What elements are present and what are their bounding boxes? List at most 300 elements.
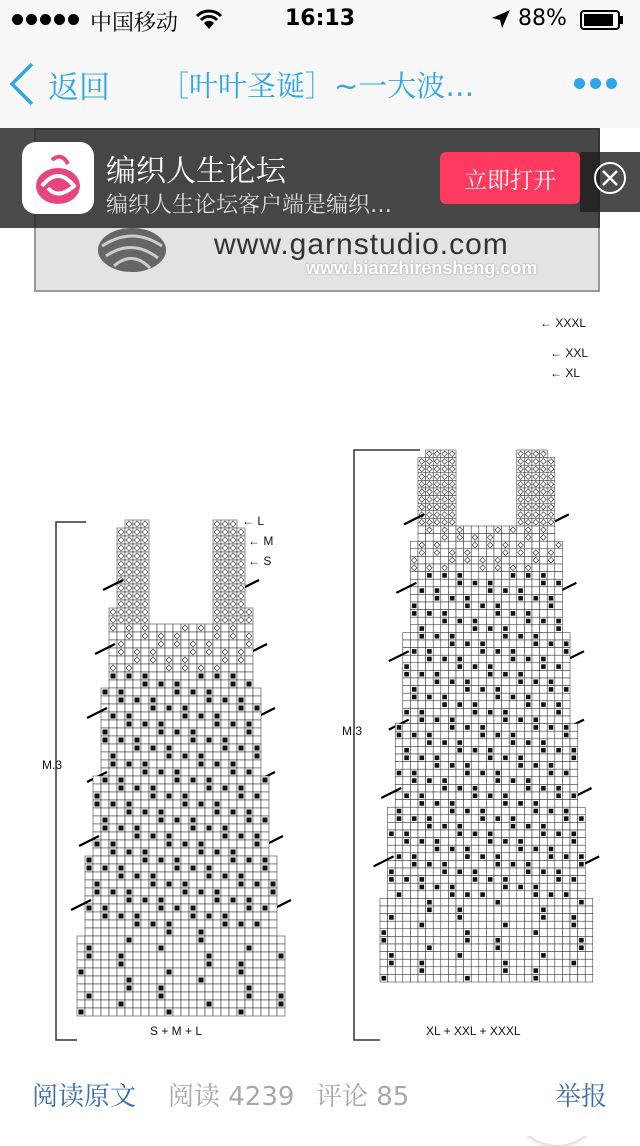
chart-cell	[547, 693, 555, 701]
chart-cell	[464, 731, 472, 739]
chart-cell	[403, 724, 411, 732]
chart-cell	[418, 853, 426, 861]
chart-cell	[117, 728, 125, 736]
chart-cell	[117, 888, 125, 896]
chart-filled-stitch	[541, 870, 546, 875]
chart-cell	[245, 696, 253, 704]
chart-cell	[181, 968, 189, 976]
chart-cell	[93, 1008, 101, 1016]
chart-filled-stitch	[549, 809, 554, 814]
chart-cell	[502, 929, 510, 937]
chart-cell	[555, 936, 563, 944]
chart-cell	[205, 944, 213, 952]
chart-cell	[494, 800, 502, 808]
chart-cell	[77, 984, 85, 992]
chart-cell	[464, 526, 472, 534]
chart-cell	[418, 762, 426, 770]
chart-cell	[101, 992, 109, 1000]
chart-cell	[479, 792, 487, 800]
chart-cell	[181, 744, 189, 752]
chart-cell	[524, 883, 532, 891]
chart-filled-stitch	[442, 824, 447, 829]
chart-cell	[540, 838, 548, 846]
read-original-link[interactable]: 阅读原文	[32, 1082, 137, 1112]
chart-cell	[540, 777, 548, 785]
chart-cell	[540, 731, 548, 739]
chart-filled-stitch	[458, 619, 463, 624]
chart-cell	[471, 632, 479, 640]
chart-cell	[237, 992, 245, 1000]
chart-cell	[125, 904, 133, 912]
chart-cell	[433, 640, 441, 648]
chart-filled-stitch	[511, 740, 516, 745]
chart-cell	[197, 808, 205, 816]
chart-cell	[117, 808, 125, 816]
chart-cell	[555, 648, 563, 656]
chart-cell	[109, 824, 117, 832]
chart-cell	[101, 784, 109, 792]
chart-filled-stitch	[215, 762, 220, 767]
chart-filled-stitch	[95, 794, 100, 799]
chart-cell	[532, 746, 540, 754]
comment-count[interactable]: 评论 85	[316, 1082, 410, 1112]
chart-cell	[141, 1008, 149, 1016]
chart-cell	[456, 936, 464, 944]
chart-cell	[486, 526, 494, 534]
app-logo-icon	[22, 142, 94, 214]
chart-cell	[165, 688, 173, 696]
chart-filled-stitch	[427, 733, 432, 738]
chart-cell	[213, 640, 221, 648]
chart-cell	[502, 944, 510, 952]
chart-cell	[418, 564, 426, 572]
chart-cell	[403, 640, 411, 648]
chart-cell	[125, 864, 133, 872]
chart-cell	[181, 768, 189, 776]
report-link[interactable]: 举报	[555, 1082, 608, 1112]
chart-cell	[117, 920, 125, 928]
chart-cell	[101, 880, 109, 888]
chart-cell	[125, 728, 133, 736]
chart-cell	[456, 693, 464, 701]
chart-cell	[125, 784, 133, 792]
chart-cell	[149, 904, 157, 912]
chart-cell	[93, 968, 101, 976]
chart-cell	[433, 556, 441, 564]
chart-cell	[181, 904, 189, 912]
chart-cell	[109, 736, 117, 744]
chart-cell	[149, 712, 157, 720]
chart-filled-stitch	[572, 794, 577, 799]
chart-filled-stitch	[420, 588, 425, 593]
chart-cell	[441, 959, 449, 967]
chart-cell	[517, 944, 525, 952]
chart-cell	[532, 564, 540, 572]
chart-cell	[486, 556, 494, 564]
chart-cell	[464, 868, 472, 876]
chart-cell	[189, 712, 197, 720]
chart-cell	[133, 800, 141, 808]
chart-cell	[189, 856, 197, 864]
chart-cell	[213, 936, 221, 944]
chart-cell	[532, 944, 540, 952]
chart-side-label: M.3	[342, 724, 363, 738]
chart-cell	[165, 856, 173, 864]
chart-cell	[479, 693, 487, 701]
chart-cell	[403, 906, 411, 914]
chart-cell	[101, 752, 109, 760]
chart-filled-stitch	[450, 809, 455, 814]
chart-cell	[532, 898, 540, 906]
chart-cell	[441, 853, 449, 861]
chart-cell	[555, 587, 563, 595]
chart-cell	[237, 936, 245, 944]
back-button[interactable]: 返回	[48, 70, 110, 106]
chart-cell	[562, 868, 570, 876]
chart-cell	[101, 896, 109, 904]
chart-bottom-label: XL + XXL + XXXL	[426, 1024, 521, 1038]
chart-cell	[237, 768, 245, 776]
chart-cell	[149, 952, 157, 960]
chart-cell	[426, 556, 434, 564]
chart-filled-stitch	[427, 573, 432, 578]
chart-cell	[253, 800, 261, 808]
chart-filled-stitch	[79, 970, 84, 975]
chart-cell	[149, 688, 157, 696]
chart-cell	[555, 883, 563, 891]
chart-cell	[173, 840, 181, 848]
chart-cell	[403, 777, 411, 785]
chart-cell	[261, 800, 269, 808]
chart-cell	[418, 952, 426, 960]
chart-filled-stitch	[404, 664, 409, 669]
chart-cell	[524, 708, 532, 716]
chart-cell	[189, 960, 197, 968]
chart-filled-stitch	[435, 839, 440, 844]
chart-cell	[562, 860, 570, 868]
chart-filled-stitch	[435, 634, 440, 639]
chart-cell	[221, 768, 229, 776]
chart-cell	[395, 936, 403, 944]
chart-cell	[205, 816, 213, 824]
chart-cell	[189, 992, 197, 1000]
chart-filled-stitch	[215, 802, 220, 807]
chart-cell	[509, 876, 517, 884]
chart-cell	[221, 976, 229, 984]
chart-cell	[410, 708, 418, 716]
chart-filled-stitch	[556, 702, 561, 707]
chart-filled-stitch	[397, 725, 402, 730]
chart-cell	[141, 664, 149, 672]
chart-cell	[433, 564, 441, 572]
chart-cell	[403, 731, 411, 739]
chart-cell	[197, 816, 205, 824]
chart-cell	[141, 976, 149, 984]
chart-cell	[109, 920, 117, 928]
chart-cell	[93, 808, 101, 816]
chart-cell	[173, 848, 181, 856]
chart-cell	[229, 648, 237, 656]
chart-cell	[403, 853, 411, 861]
chart-filled-stitch	[503, 672, 508, 677]
more-options-icon[interactable]	[574, 78, 617, 89]
chart-filled-stitch	[151, 698, 156, 703]
chart-cell	[524, 678, 532, 686]
chart-cell	[433, 602, 441, 610]
chart-cell	[101, 832, 109, 840]
chart-cell	[277, 936, 285, 944]
chart-cell	[221, 816, 229, 824]
chart-cell	[77, 936, 85, 944]
chart-cell	[502, 853, 510, 861]
chart-filled-stitch	[503, 839, 508, 844]
chart-cell	[388, 891, 396, 899]
chart-cell	[141, 776, 149, 784]
chart-filled-stitch	[420, 710, 425, 715]
chart-cell	[189, 632, 197, 640]
chart-cell	[547, 929, 555, 937]
chart-cell	[197, 960, 205, 968]
open-app-button[interactable]: 立即打开	[440, 152, 580, 204]
chart-cell	[133, 632, 141, 640]
chart-cell	[189, 952, 197, 960]
chart-cell	[237, 664, 245, 672]
chart-cell	[441, 632, 449, 640]
chart-cell	[181, 896, 189, 904]
chart-cell	[403, 944, 411, 952]
chart-cell	[494, 746, 502, 754]
chart-cell	[524, 579, 532, 587]
chart-cell	[562, 754, 570, 762]
chart-filled-stitch	[175, 690, 180, 695]
chart-cell	[464, 754, 472, 762]
chart-cell	[524, 807, 532, 815]
chart-filled-stitch	[442, 657, 447, 662]
article-content[interactable]	[0, 128, 640, 1048]
chart-cell	[229, 752, 237, 760]
chart-cell	[109, 952, 117, 960]
chart-cell	[237, 976, 245, 984]
chart-filled-stitch	[167, 754, 172, 759]
chart-cell	[418, 807, 426, 815]
chart-cell	[509, 716, 517, 724]
chart-filled-stitch	[263, 866, 268, 871]
chart-cell	[517, 914, 525, 922]
chart-cell	[395, 876, 403, 884]
chart-cell	[448, 944, 456, 952]
chart-filled-stitch	[458, 573, 463, 578]
chart-filled-stitch	[496, 778, 501, 783]
chart-cell	[471, 936, 479, 944]
chart-cell	[410, 868, 418, 876]
chart-cell	[109, 928, 117, 936]
chart-cell	[261, 808, 269, 816]
chart-cell	[205, 624, 213, 632]
chart-cell	[486, 632, 494, 640]
chart-filled-stitch	[127, 978, 132, 983]
chart-cell	[524, 556, 532, 564]
chart-cell	[471, 952, 479, 960]
chart-cell	[509, 898, 517, 906]
chart-filled-stitch	[572, 915, 577, 920]
chart-cell	[433, 936, 441, 944]
chart-filled-stitch	[159, 810, 164, 815]
chart-cell	[494, 594, 502, 602]
chart-cell	[245, 648, 253, 656]
chart-cell	[555, 822, 563, 830]
chart-cell	[426, 936, 434, 944]
chart-filled-stitch	[564, 642, 569, 647]
chart-cell	[509, 724, 517, 732]
chart-cell	[181, 936, 189, 944]
chart-cell	[524, 800, 532, 808]
chart-cell	[433, 746, 441, 754]
chart-cell	[93, 952, 101, 960]
chart-cell	[388, 807, 396, 815]
chart-cell	[448, 974, 456, 982]
chart-filled-stitch	[450, 718, 455, 723]
chart-filled-stitch	[247, 722, 252, 727]
chart-cell	[133, 992, 141, 1000]
chart-cell	[448, 914, 456, 922]
chart-filled-stitch	[412, 687, 417, 692]
chart-cell	[532, 731, 540, 739]
chart-cell	[547, 670, 555, 678]
chart-cell	[479, 572, 487, 580]
read-count: 阅读 4239	[168, 1082, 295, 1112]
chart-cell	[117, 968, 125, 976]
chart-cell	[133, 960, 141, 968]
chart-cell	[173, 704, 181, 712]
chart-cell	[486, 815, 494, 823]
chart-cell	[502, 526, 510, 534]
chart-cell	[433, 572, 441, 580]
chart-cell	[456, 564, 464, 572]
chart-cell	[277, 1008, 285, 1016]
chart-cell	[149, 1008, 157, 1016]
chart-cell	[547, 610, 555, 618]
close-banner-icon[interactable]	[580, 152, 640, 212]
chart-filled-stitch	[127, 674, 132, 679]
chart-cell	[540, 678, 548, 686]
chart-filled-stitch	[159, 722, 164, 727]
chart-cell	[524, 746, 532, 754]
chart-cell	[245, 760, 253, 768]
chart-cell	[173, 808, 181, 816]
chart-filled-stitch	[450, 642, 455, 647]
chart-cell	[141, 1000, 149, 1008]
chart-cell	[149, 632, 157, 640]
chart-cell	[547, 701, 555, 709]
chart-cell	[165, 696, 173, 704]
chart-cell	[426, 617, 434, 625]
chart-cell	[524, 769, 532, 777]
chart-cell	[388, 936, 396, 944]
chart-cell	[197, 728, 205, 736]
chart-cell	[133, 896, 141, 904]
chart-cell	[456, 541, 464, 549]
chart-cell	[245, 832, 253, 840]
chart-cell	[555, 572, 563, 580]
chart-filled-stitch	[239, 706, 244, 711]
chart-cell	[213, 816, 221, 824]
chart-filled-stitch	[518, 596, 523, 601]
chart-cell	[524, 959, 532, 967]
chart-cell	[410, 845, 418, 853]
chart-filled-stitch	[207, 698, 212, 703]
chart-cell	[532, 693, 540, 701]
back-chevron-icon[interactable]	[8, 62, 36, 106]
chart-cell	[221, 752, 229, 760]
chart-cell	[517, 952, 525, 960]
chart-cell	[237, 888, 245, 896]
chart-cell	[547, 921, 555, 929]
chart-cell	[441, 906, 449, 914]
chart-cell	[441, 762, 449, 770]
chart-filled-stitch	[404, 748, 409, 753]
chart-cell	[205, 848, 213, 856]
chart-cell	[410, 594, 418, 602]
chart-cell	[253, 816, 261, 824]
chart-filled-stitch	[534, 809, 539, 814]
chart-filled-stitch	[143, 850, 148, 855]
chart-cell	[486, 883, 494, 891]
chart-filled-stitch	[503, 961, 508, 966]
chart-filled-stitch	[435, 596, 440, 601]
chart-filled-stitch	[397, 816, 402, 821]
chart-cell	[547, 800, 555, 808]
chart-cell	[509, 746, 517, 754]
chart-cell	[448, 587, 456, 595]
chart-cell	[456, 762, 464, 770]
chart-cell	[133, 880, 141, 888]
chart-filled-stitch	[518, 634, 523, 639]
chart-filled-stitch	[488, 710, 493, 715]
chart-filled-stitch	[127, 898, 132, 903]
chart-cell	[189, 672, 197, 680]
chart-cell	[502, 564, 510, 572]
size-marker-xl: ← XL	[550, 366, 581, 380]
chart-filled-stitch	[465, 976, 470, 981]
chart-filled-stitch	[231, 810, 236, 815]
chart-cell	[181, 952, 189, 960]
chart-cell	[253, 888, 261, 896]
chart-filled-stitch	[239, 882, 244, 887]
chart-cell	[441, 792, 449, 800]
chart-cell	[197, 776, 205, 784]
chart-cell	[165, 912, 173, 920]
chart-cell	[197, 784, 205, 792]
chart-cell	[570, 974, 578, 982]
chart-cell	[486, 959, 494, 967]
chart-cell	[524, 724, 532, 732]
chart-cell	[109, 720, 117, 728]
chart-cell	[524, 914, 532, 922]
chart-filled-stitch	[511, 649, 516, 654]
chart-cell	[433, 868, 441, 876]
chart-filled-stitch	[579, 900, 584, 905]
chart-filled-stitch	[175, 858, 180, 863]
chart-cell	[441, 936, 449, 944]
chart-cell	[471, 655, 479, 663]
chart-cell	[410, 807, 418, 815]
chart-filled-stitch	[458, 824, 463, 829]
chart-filled-stitch	[255, 794, 260, 799]
chart-filled-stitch	[239, 698, 244, 703]
chart-filled-stitch	[465, 930, 470, 935]
chart-cell	[395, 914, 403, 922]
chart-filled-stitch	[103, 738, 108, 743]
